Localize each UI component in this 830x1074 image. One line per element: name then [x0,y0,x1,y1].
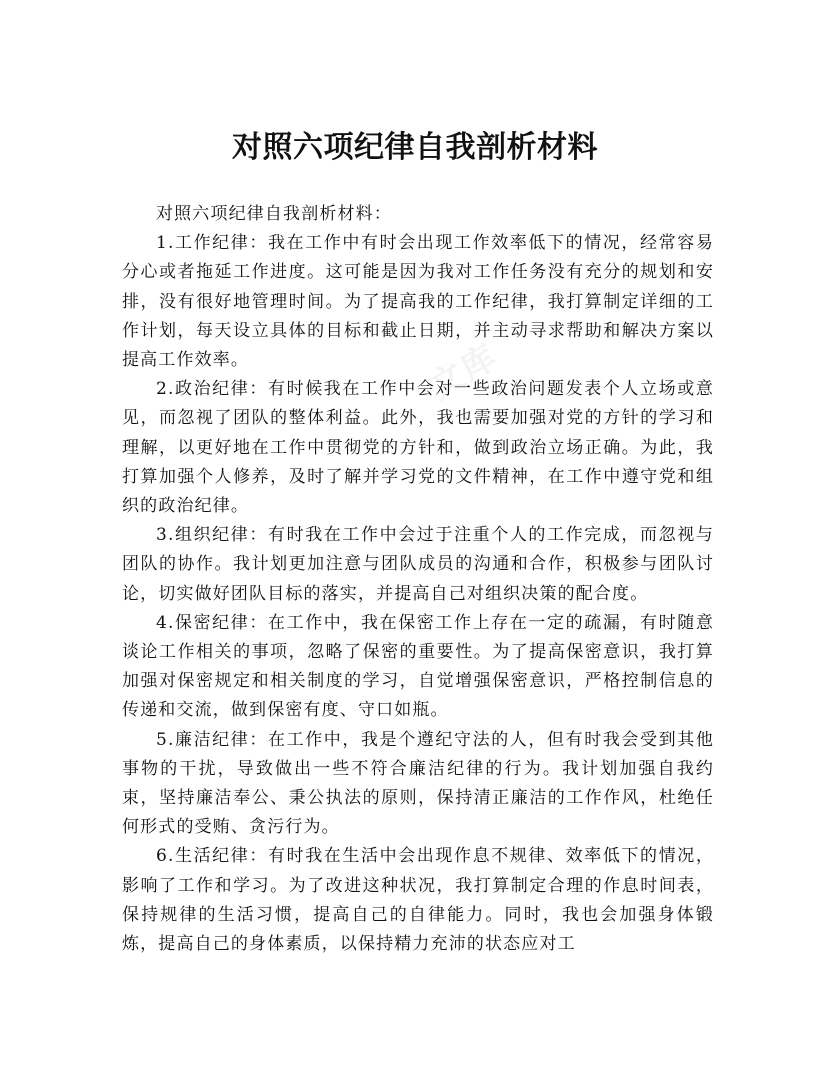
intro-paragraph: 对照六项纪律自我剖析材料： [156,204,392,224]
document-title: 对照六项纪律自我剖析材料 [232,130,598,165]
document-body [122,200,714,959]
paragraph-life-discipline: 6.生活纪律：有时我在生活中会出现作息不规律、效率低下的情况，影响了工作和学习。为了改进这种状况，我打算制定合理的作息时间表，保持规律的生活习惯，提高自己的自律能力。同时，我也会加强身体锻炼，提高自己的身体素质，以保持精力充沛的状态应对工 [122,846,714,955]
paragraph-work-discipline: 1.工作纪律：我在工作中有时会出现工作效率低下的情况，经常容易分心或者拖延工作进度。这可能是因为我对工作任务没有充分的规划和安排，没有很好地管理时间。为了提高我的工作纪律，我打算制定详细的工作计划，每天设立具体的目标和截止日期，并主动寻求帮助和解决方案以提高工作效率。 [122,233,714,371]
paragraph-integrity-discipline: 5.廉洁纪律：在工作中，我是个遵纪守法的人，但有时我会受到其他事物的干扰，导致做出一些不符合廉洁纪律的行为。我计划加强自我约束，坚持廉洁奉公、秉公执法的原则，保持清正廉洁的工作作风，杜绝任何形式的受贿、贪污行为。 [122,729,714,838]
paragraph-organizational-discipline: 3.组织纪律：有时我在工作中会过于注重个人的工作完成，而忽视与团队的协作。我计划更加注意与团队成员的沟通和合作，积极参与团队讨论，切实做好团队目标的落实，并提高自己对组织决策的配合度。 [122,525,714,604]
paragraph-political-discipline: 2.政治纪律：有时候我在工作中会对一些政治问题发表个人立场或意见，而忽视了团队的整体利益。此外，我也需要加强对党的方针的学习和理解，以更好地在工作中贯彻党的方针和，做到政治立场正确。为此，我打算加强个人修养，及时了解并学习党的文件精神，在工作中遵守党和组织的政治纪律。 [122,379,714,517]
paragraph-confidentiality-discipline: 4.保密纪律：在工作中，我在保密工作上存在一定的疏漏，有时随意谈论工作相关的事项，忽略了保密的重要性。为了提高保密意识，我打算加强对保密规定和相关制度的学习，自觉增强保密意识，严格控制信息的传递和交流，做到保密有度、守口如瓶。 [122,612,714,721]
